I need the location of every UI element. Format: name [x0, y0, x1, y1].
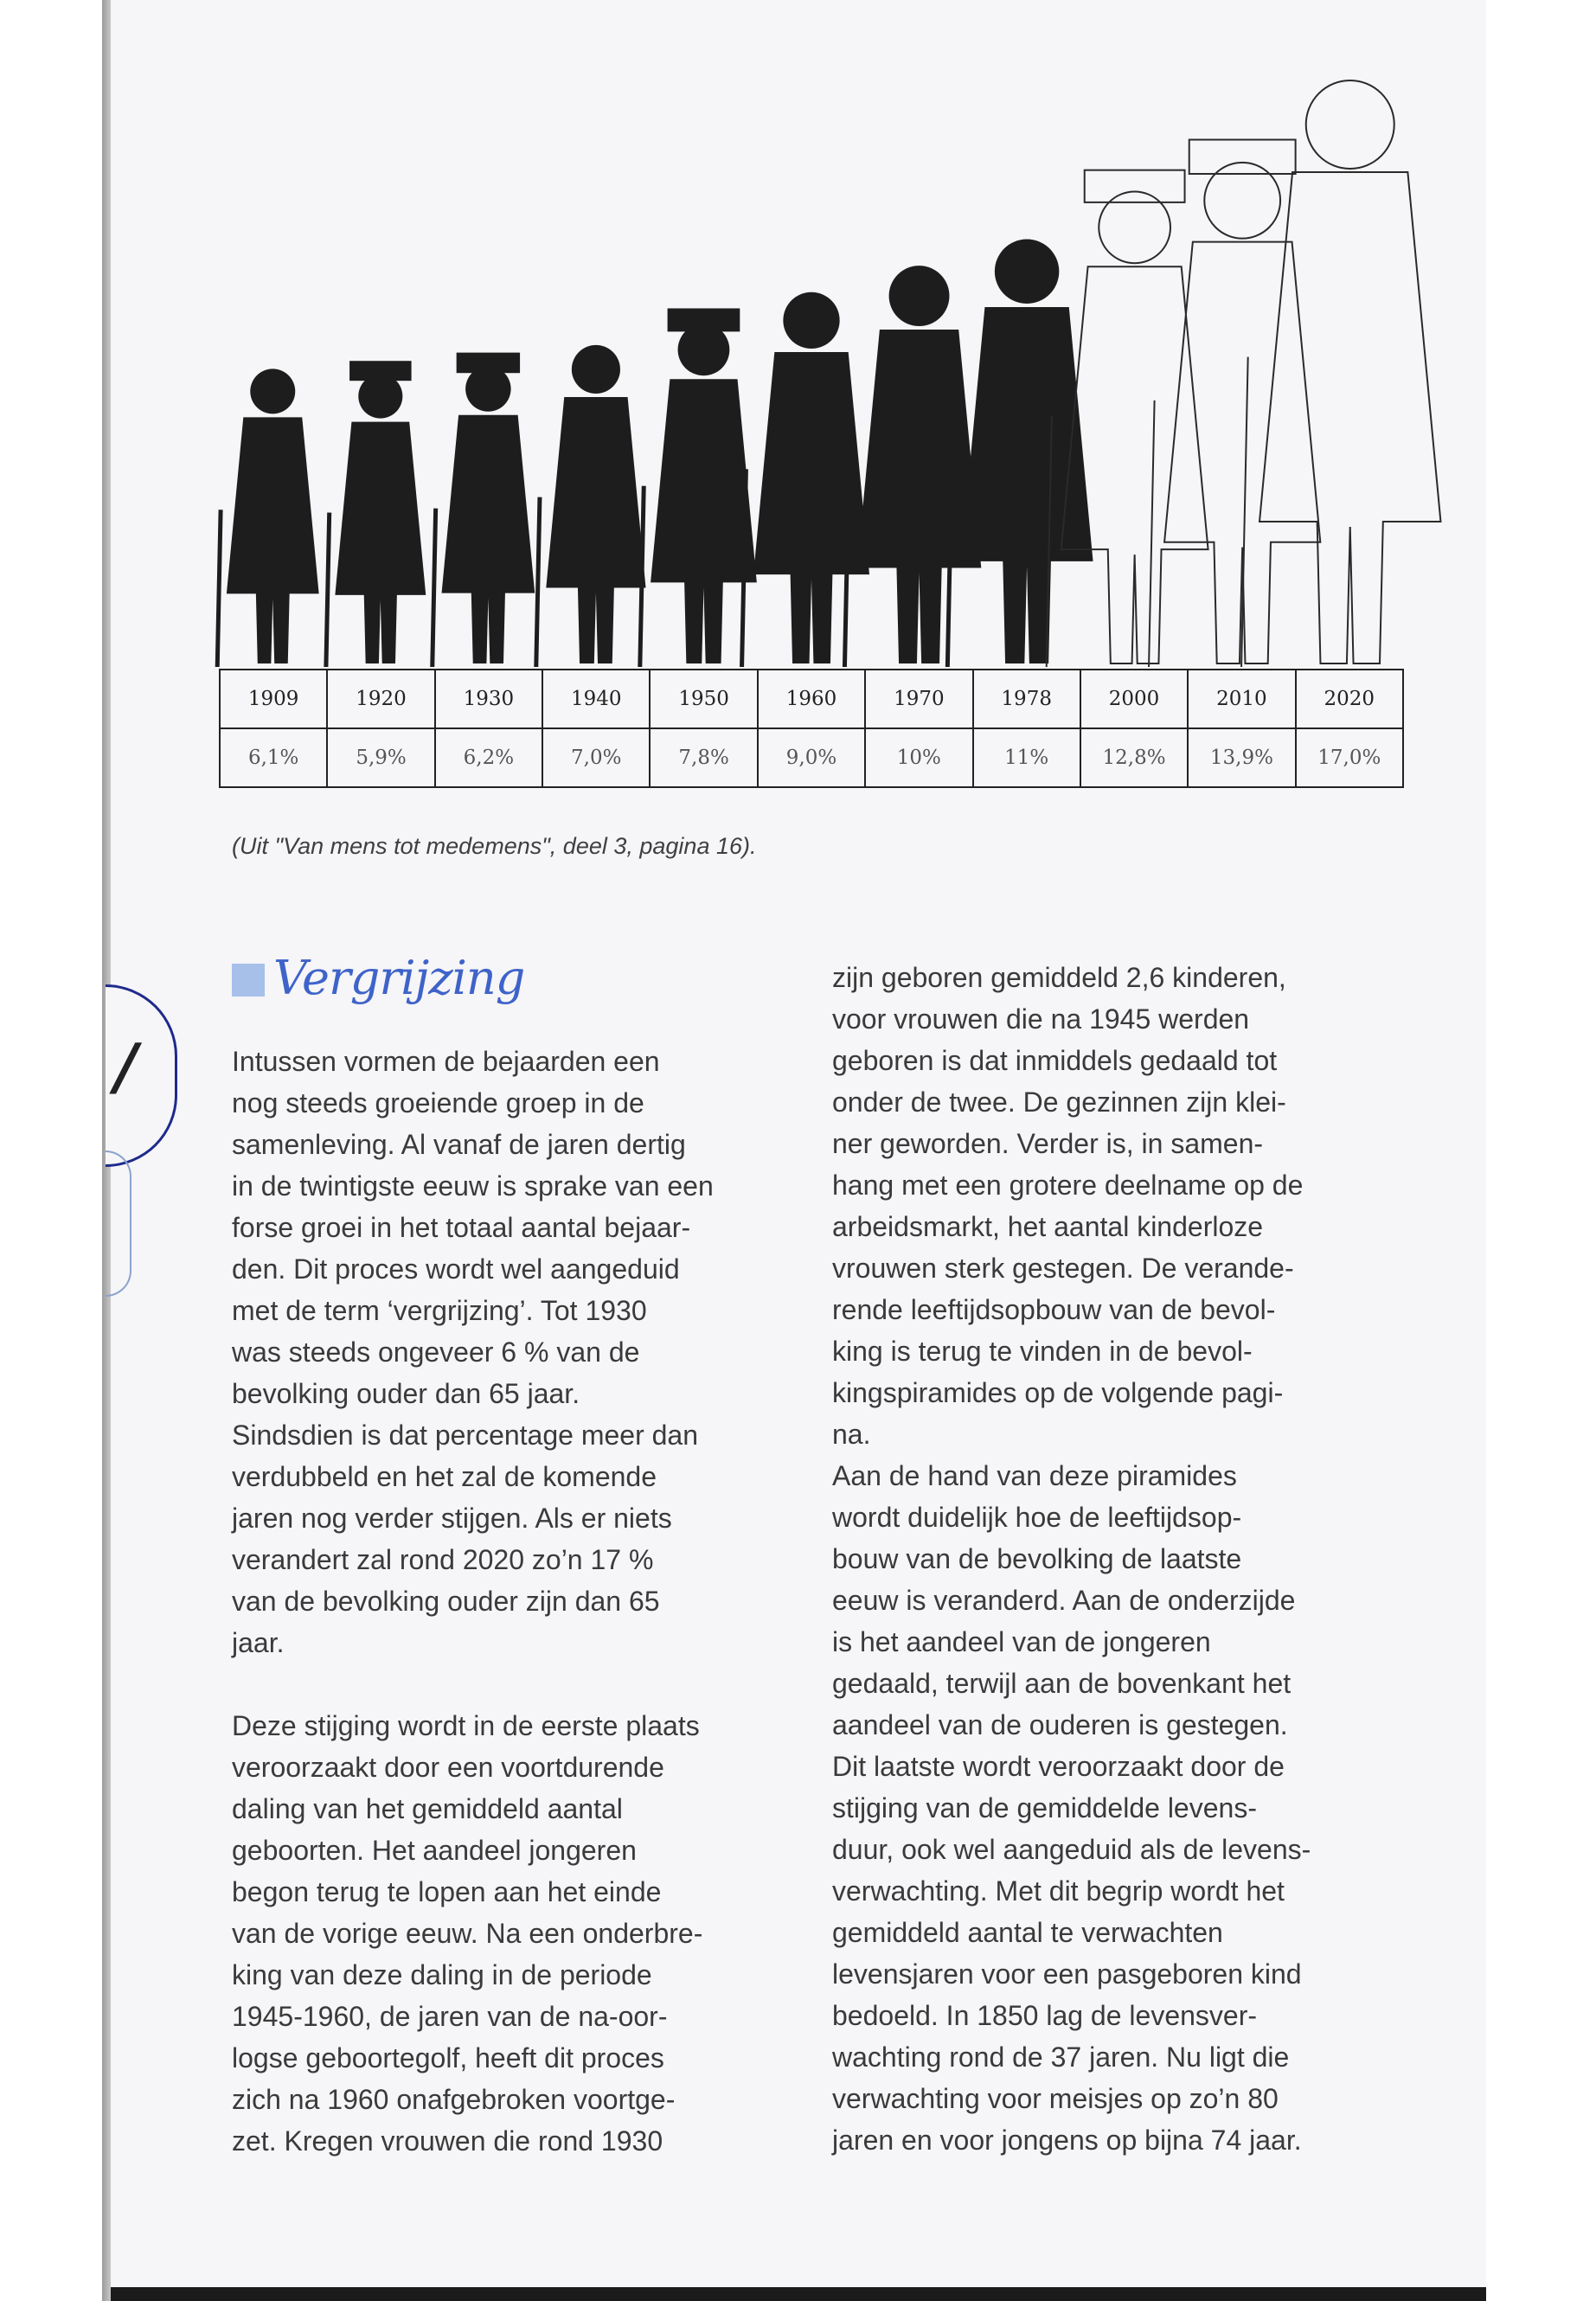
- figure-hat: [457, 353, 520, 374]
- elderly-figure-icon: [326, 361, 426, 667]
- paragraph: zijn geboren gemiddeld 2,6 kinderen, voor vrouwen die na 1945 werden geboren is dat inmiddels gedaald tot onder de twee. De gezinnen zijn klei- ner geworden. Verder is, in samen- hang met een grotere deelname op de arbeidsmarkt, het aantal kinderloze vrouwen sterk gestegen. De verande- rende leeftijdsopbouw van de bevol- king is terug te vinden in de bevol- kingspiramides op de volgende pagi- na.: [832, 962, 1304, 1450]
- heading-square-icon: [232, 964, 265, 997]
- year-cell: 1978: [973, 670, 1080, 728]
- figure-head: [678, 324, 730, 375]
- year-cell: 2010: [1188, 670, 1295, 728]
- year-cell: 1930: [435, 670, 542, 728]
- elderly-figure-icon: [1241, 80, 1440, 667]
- percentage-cell: 10%: [865, 728, 972, 787]
- figure-hat: [668, 308, 740, 331]
- percentage-row: [220, 728, 1403, 787]
- figure-body: [442, 415, 535, 663]
- figure-body: [857, 330, 981, 663]
- elderly-figure-icon: [844, 266, 981, 667]
- year-cell: 1909: [220, 670, 327, 728]
- percentage-cell: 6,1%: [220, 728, 327, 787]
- percentage-cell: 5,9%: [327, 728, 434, 787]
- year-cell: 1970: [865, 670, 972, 728]
- aging-percentage-table: [219, 669, 1404, 788]
- percentage-cell: 6,2%: [435, 728, 542, 787]
- figure-caption: (Uit "Van mens tot medemens", deel 3, pagina 16).: [232, 833, 757, 859]
- percentage-cell: 9,0%: [758, 728, 865, 787]
- figure-body: [753, 352, 869, 663]
- year-cell: 1950: [650, 670, 757, 728]
- figure-hat: [1189, 139, 1296, 173]
- paragraph: Aan de hand van deze piramides wordt duidelijk hoe de leeftijdsop- bouw van de bevolking de laatste eeuw is veranderd. Aan de onderzijde is het aandeel van de jongeren gedaald, terwijl aan de bovenkant het aandeel van de ouderen is gestegen. Dit laatste wordt veroorzaakt door de stijging van de gemiddelde levens- duur, ook wel aangeduid als de levens- verwachting. Met dit begrip wordt het gemiddeld aantal te verwachten levensjaren voor een pasgeboren kind bedoeld. In 1850 lag de levensver- wachting rond de 37 jaren. Nu ligt die verwachting voor meisjes op zo’n 80 jaren en voor jongens op bijna 74 jaar.: [832, 1460, 1311, 2156]
- figure-cane: [326, 513, 330, 667]
- percentage-cell: 11%: [973, 728, 1080, 787]
- paragraph: Intussen vormen de bejaarden een nog steeds groeiende groep in de samenleving. Al vanaf de jaren dertig in de twintigste eeuw is sprake van een forse groei in het totaal aantal bejaar- den. Dit proces wordt wel aangeduid met de term ‘vergrijzing’. Tot 1930 was steeds ongeveer 6 % van de bevolking ouder dan 65 jaar. Sindsdien is dat percentage meer dan verdubbeld en het zal de komende jaren nog verder stijgen. Als er niets verandert zal rond 2020 zo’n 17 % van de bevolking ouder zijn dan 65 jaar.: [232, 1046, 714, 1658]
- text-column-right: [832, 957, 1403, 2161]
- figure-head: [783, 292, 839, 349]
- figure-body: [335, 422, 426, 663]
- figure-body: [1259, 172, 1440, 663]
- percentage-cell: 12,8%: [1080, 728, 1188, 787]
- chapter-tab-glyph-icon: /: [114, 1029, 138, 1103]
- elderly-figure-icon: [536, 345, 646, 667]
- percentage-cell: 17,0%: [1296, 728, 1403, 787]
- figure-head: [572, 345, 620, 394]
- figure-hat: [349, 361, 411, 381]
- percentage-cell: 7,0%: [542, 728, 650, 787]
- elderly-figure-icon: [640, 308, 757, 667]
- year-cell: 2020: [1296, 670, 1403, 728]
- chapter-tab-secondary: [106, 1150, 131, 1297]
- year-cell: 2000: [1080, 670, 1188, 728]
- figure-cane: [217, 510, 221, 667]
- elderly-figure-icon: [433, 353, 535, 667]
- figure-cane: [1149, 401, 1155, 667]
- figure-body: [546, 397, 645, 663]
- section-title: Vergrijzing: [273, 950, 525, 1005]
- year-row: [220, 670, 1403, 728]
- percentage-cell: 7,8%: [650, 728, 757, 787]
- elderly-figure-icon: [1149, 139, 1320, 667]
- year-cell: 1940: [542, 670, 650, 728]
- figure-hat: [1085, 170, 1185, 202]
- figure-body: [227, 417, 319, 663]
- figure-head: [1306, 80, 1394, 169]
- figure-head: [358, 375, 402, 419]
- figure-head: [250, 369, 295, 413]
- figure-head: [889, 266, 950, 326]
- paragraph: Deze stijging wordt in de eerste plaats veroorzaakt door een voortdurende daling van het gemiddeld aantal geboorten. Het aandeel jongeren begon terug te lopen aan het einde van de vorige eeuw. Na een onderbre- king van deze daling in de periode 1945-1960, de jaren van de na-oor- logse geboortegolf, heeft dit proces zich na 1960 onafgebroken voortge- zet. Kregen vrouwen die rond 1930: [232, 1710, 703, 2157]
- figure-cane: [536, 497, 540, 667]
- text-column-left: [232, 1041, 785, 2162]
- figure-cane: [640, 486, 644, 667]
- figure-head: [995, 240, 1059, 304]
- year-cell: 1920: [327, 670, 434, 728]
- figure-cane: [433, 509, 436, 667]
- page-bottom-edge: [111, 2287, 1486, 2301]
- elderly-figure-icon: [217, 369, 318, 667]
- percentage-cell: 13,9%: [1188, 728, 1295, 787]
- figure-body: [961, 307, 1093, 663]
- section-heading: [232, 947, 524, 1008]
- elderly-silhouettes-illustration: [0, 0, 1596, 675]
- year-cell: 1960: [758, 670, 865, 728]
